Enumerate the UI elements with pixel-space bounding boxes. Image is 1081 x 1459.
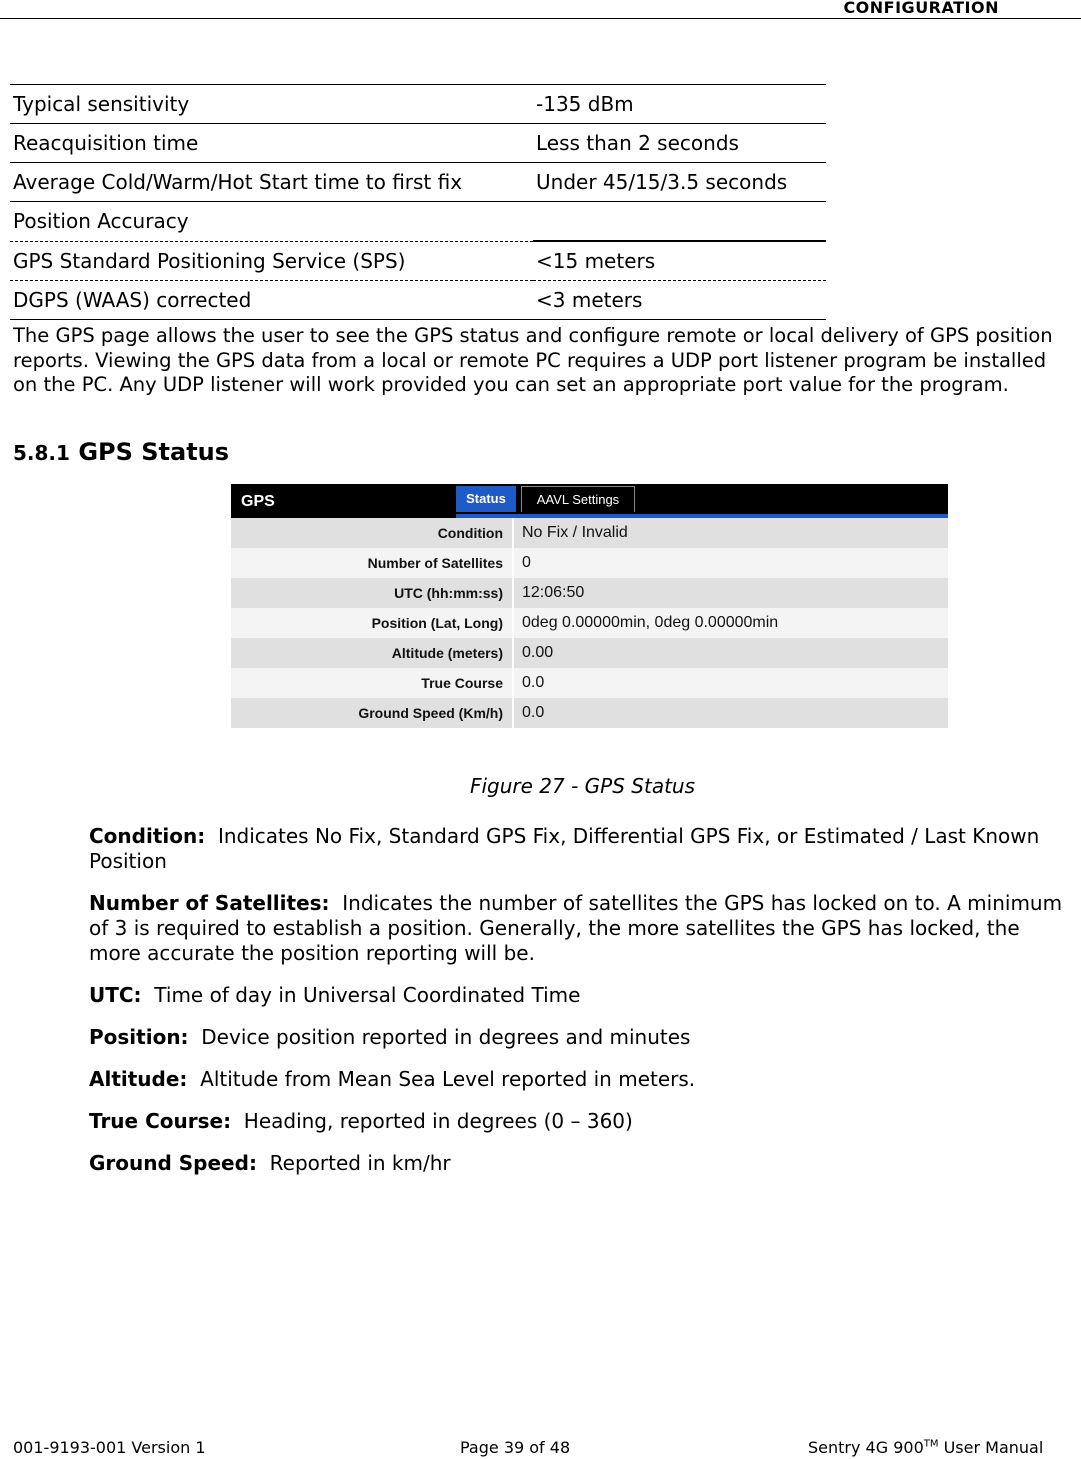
gps-row-label: Number of Satellites <box>367 555 503 571</box>
gps-row-label: Altitude (meters) <box>391 645 503 661</box>
intro-paragraph: The GPS page allows the user to see the GPS status and configure remote or local delivery of GPS position reports. Viewing the GPS data from a local or remote PC requires a UDP port listener program be installed on the PC. Any UDP listener will work provided you can set an appropriate port value for the program. <box>13 324 1053 396</box>
definition-text: Heading, reported in degrees (0 – 360) <box>243 1109 633 1133</box>
definition-term: Position: <box>89 1025 189 1049</box>
definition-term: Ground Speed: <box>89 1151 257 1175</box>
table-row <box>10 202 826 242</box>
gps-row-value: 0 <box>512 548 948 578</box>
footer-manual-label: User Manual <box>938 1438 1044 1457</box>
spec-value: Less than 2 seconds <box>536 131 739 155</box>
tab-status[interactable]: Status <box>456 486 516 512</box>
definition-item <box>89 1025 1064 1050</box>
gps-title-bar <box>231 484 948 518</box>
definition-item <box>89 1151 1064 1176</box>
tab-underline <box>456 514 948 518</box>
definition-term: Altitude: <box>89 1067 188 1091</box>
field-definitions <box>89 824 1064 1193</box>
table-row <box>10 85 826 124</box>
gps-row-label: Condition <box>437 525 503 541</box>
definition-item <box>89 1109 1064 1134</box>
spec-value: -135 dBm <box>536 92 634 116</box>
table-row <box>10 124 826 163</box>
definition-term: Condition: <box>89 824 206 848</box>
gps-row-altitude <box>231 638 948 668</box>
spec-label: GPS Standard Positioning Service (SPS) <box>13 248 406 273</box>
gps-row-label: UTC (hh:mm:ss) <box>394 585 503 601</box>
spec-value: Under 45/15/3.5 seconds <box>536 170 788 194</box>
section-heading <box>13 438 229 466</box>
spec-value: <3 meters <box>536 288 643 312</box>
spec-value: <15 meters <box>536 249 656 273</box>
gps-row-value: No Fix / Invalid <box>512 518 948 548</box>
gps-row-label: True Course <box>421 675 503 691</box>
gps-row-value: 12:06:50 <box>512 578 948 608</box>
gps-row-ground-speed <box>231 698 948 728</box>
definition-term: UTC: <box>89 983 142 1007</box>
definition-item <box>89 891 1064 966</box>
spec-label: DGPS (WAAS) corrected <box>13 288 252 312</box>
footer-doc-number: 001-9193-001 Version 1 <box>13 1438 206 1457</box>
gps-row-label: Position (Lat, Long) <box>371 615 503 631</box>
definition-item <box>89 983 1064 1008</box>
gps-status-screenshot <box>231 484 948 729</box>
definition-text: Device position reported in degrees and minutes <box>201 1025 691 1049</box>
footer-page-number: Page 39 of 48 <box>460 1438 571 1457</box>
gps-row-value: 0deg 0.00000min, 0deg 0.00000min <box>512 608 948 638</box>
definition-text: Altitude from Mean Sea Level reported in meters. <box>200 1067 696 1091</box>
footer-product: Sentry 4G 900 <box>808 1438 924 1457</box>
gps-row-condition <box>231 518 948 548</box>
section-title: GPS Status <box>78 438 230 466</box>
gps-row-value: 0.0 <box>512 698 948 728</box>
gps-row-position <box>231 608 948 638</box>
table-row <box>10 281 826 320</box>
definition-text: Indicates No Fix, Standard GPS Fix, Differential GPS Fix, or Estimated / Last Known Position <box>89 824 1040 873</box>
definition-item <box>89 1067 1064 1092</box>
header-title: CONFIGURATION <box>843 0 999 17</box>
definition-item <box>89 824 1064 874</box>
gps-row-utc <box>231 578 948 608</box>
gps-row-value: 0.0 <box>512 668 948 698</box>
gps-row-true-course <box>231 668 948 698</box>
gps-row-label: Ground Speed (Km/h) <box>358 705 503 721</box>
definition-text: Time of day in Universal Coordinated Time <box>154 983 581 1007</box>
section-number: 5.8.1 <box>13 441 70 465</box>
footer-trademark: TM <box>923 1438 939 1450</box>
gps-page-title: GPS <box>241 493 275 510</box>
gps-row-value: 0.00 <box>512 638 948 668</box>
spec-label: Typical sensitivity <box>13 92 190 116</box>
table-row <box>10 163 826 202</box>
definition-text: Indicates the number of satellites the GPS has locked on to. A minimum of 3 is required to establish a position. Generally, the more satellites the GPS has locked, the more accurate the position reporting will be. <box>89 891 1063 965</box>
tab-aavl-settings[interactable]: AAVL Settings <box>521 486 635 512</box>
definition-term: Number of Satellites: <box>89 891 330 915</box>
figure-caption: Figure 27 - GPS Status <box>469 774 696 798</box>
spec-label: Position Accuracy <box>10 202 533 242</box>
spec-label: Average Cold/Warm/Hot Start time to first fix <box>13 170 463 194</box>
definition-term: True Course: <box>89 1109 232 1133</box>
spec-value <box>533 202 826 242</box>
gps-specs-table <box>10 84 826 320</box>
header-divider <box>0 18 1081 19</box>
spec-label: Reacquisition time <box>13 131 199 155</box>
table-row <box>10 241 826 281</box>
definition-text: Reported in km/hr <box>269 1151 451 1175</box>
gps-row-satellites <box>231 548 948 578</box>
footer-manual-title <box>808 1438 1043 1457</box>
